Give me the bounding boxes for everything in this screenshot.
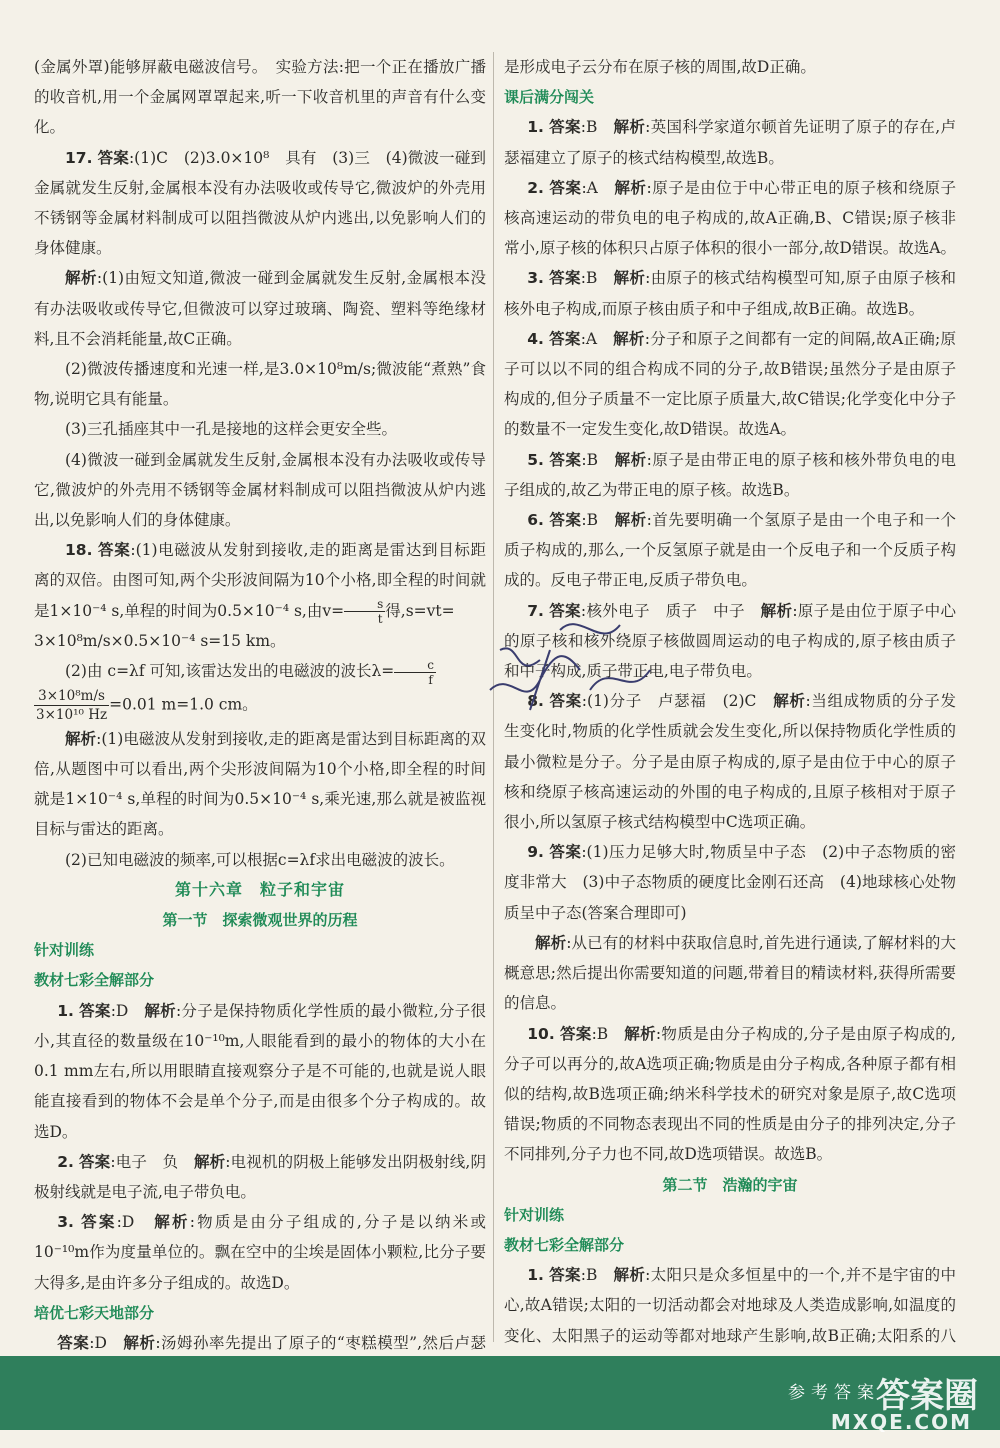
- answer-text: :B: [580, 118, 598, 137]
- fraction-numerator: c: [394, 658, 436, 673]
- answer-text: :B: [591, 1024, 609, 1043]
- watermark-url: MXQE.COM: [830, 1410, 972, 1434]
- analysis-label: 解析: [613, 269, 646, 288]
- analysis-text: :原子是由位于中心带正电的原子核和绕原子核高速运动的带负电的电子构成的,故A正确,B、C错误;原子核非常小,原子核的体积只占原子体积的很小一部分,故D错误。故选A。: [504, 178, 956, 258]
- answer-label: 答案: [81, 1213, 117, 1232]
- right-q9-analysis: [504, 928, 956, 1019]
- analysis-label: 解析: [624, 1024, 656, 1043]
- analysis-label: 解析: [613, 329, 645, 348]
- analysis-text: :物质是由分子构成的,分子是由原子构成的,分子可以再分的,故A选项正确;物质是由分子构成,各种原子都有相似的结构,故B选项正确;纳米科学技术的研究对象是原子,故C选项错误;物质的不同物态表现出不同的性质是由分子的排列决定,分子不同排列,分子力也不同,故D选项错误。故选B。: [504, 1024, 956, 1164]
- heading-training-2: 针对训练: [504, 1205, 565, 1224]
- question-number: 2.: [57, 1152, 74, 1171]
- answer-text: :D: [116, 1213, 135, 1232]
- answer-text: :(1)分子 卢瑟福 (2)C: [581, 692, 757, 711]
- answer-text: :(1)压力足够大时,物质呈中子态 (2)中子态物质的密度非常大 (3)中子态物质的硬度比金刚石还高 (4)地球核心处物质呈中子态(答案合理即可): [504, 843, 956, 922]
- question-number: 18.: [65, 541, 93, 560]
- wavelength-text: (2)由 c=λf 可知,该雷达发出的电磁波的波长λ=: [65, 662, 395, 681]
- answer-label: 答案: [549, 601, 581, 620]
- answer-text: :B: [581, 511, 599, 530]
- answer-label: 答案: [549, 329, 581, 348]
- right-q9: [504, 837, 956, 928]
- analysis-text: :物质是由分子组成的,分子是以纳米或10⁻¹⁰m作为度量单位的。飘在空中的尘埃是固体小颗粒,比分子要大得多,是由许多分子组成的。故选D。: [34, 1213, 486, 1292]
- analysis-text: :英国科学家道尔顿首先证明了原子的存在,卢瑟福建立了原子的核式结构模型,故选B。: [504, 118, 956, 167]
- question-number: 1.: [527, 118, 544, 137]
- answer-text: :电子 负: [110, 1152, 179, 1171]
- question-number: 1.: [527, 1266, 544, 1285]
- heading-textbook: 教材七彩全解部分: [34, 971, 155, 990]
- analysis-text: :原子是由带正电的原子核和核外带负电的电子组成的,故乙为带正电的原子核。故选B。: [504, 450, 956, 499]
- question-number: 8.: [527, 692, 544, 711]
- result-text: =0.01 m=1.0 cm。: [109, 695, 258, 714]
- answer-label: 答案: [98, 541, 131, 560]
- answer-label: 答案: [549, 450, 582, 469]
- formula-v: v=: [322, 601, 345, 620]
- analysis-text: :电视机的阴极上能够发出阴极射线,阴极射线就是电子流,电子带负电。: [34, 1152, 486, 1201]
- right-q4: [504, 324, 956, 445]
- right-q2: [504, 173, 956, 264]
- question-number: 6.: [527, 511, 544, 530]
- right-q6: [504, 505, 956, 596]
- left-q3: [34, 1207, 486, 1298]
- analysis-text: :首先要明确一个氢原子是由一个电子和一个质子构成的,那么,一个反氢原子就是由一个反电子和一个反质子构成的。反电子带正电,反质子带负电。: [504, 511, 956, 590]
- question-number: 3.: [527, 269, 544, 288]
- question-17-analysis-3: (3)三孔插座其中一孔是接地的这样会更安全些。: [65, 420, 397, 439]
- answer-text: :(1)电磁波从发射到接收,走的距离是雷达到目标距离的双倍。由图可知,两个尖形波间隔为10个小格,即全程的时间就是1×10⁻⁴ s,单程的时间为0.5×10⁻⁴ s,由: [34, 541, 486, 620]
- question-18-wavelength-calc: [34, 687, 486, 724]
- answer-label: 答案: [559, 1024, 592, 1043]
- question-17-analysis-1: [34, 263, 486, 354]
- analysis-label: 解析: [154, 1213, 190, 1232]
- answer-label: 答案: [549, 511, 582, 530]
- question-18-analysis-1: [34, 724, 486, 845]
- fraction-c-over-f: [394, 658, 436, 687]
- answer-text: :A: [581, 178, 598, 197]
- analysis-text: :从已有的材料中获取信息时,首先进行通读,了解材料的大概意思;然后提出你需要知道的问题,带着目的精读材料,获得所需要的信息。: [504, 933, 956, 1013]
- answer-text: :B: [580, 269, 598, 288]
- answer-text: :(1)C (2)3.0×10⁸ 具有 (3)三 (4)微波一碰到金属就发生反射,金属根本没有办法吸收或传导它,微波炉的外壳用不锈钢等金属材料制成可以阻挡微波从炉内逃出,以免影响人们的身体健康。: [34, 148, 486, 258]
- question-number: 2.: [527, 178, 544, 197]
- analysis-label: 解析: [614, 450, 647, 469]
- left-column: [34, 52, 486, 1419]
- answer-label: 答案: [79, 1001, 111, 1020]
- answer-text: :B: [581, 450, 599, 469]
- heading-textbook-2: 教材七彩全解部分: [504, 1235, 625, 1254]
- answer-text: :D: [110, 1001, 129, 1020]
- question-17-analysis-4: (4)微波一碰到金属就发生反射,金属根本没有办法吸收或传导它,微波炉的外壳用不锈钢等金属材料制成可以阻挡微波从炉内逃出,以免影响人们的身体健康。: [34, 450, 486, 530]
- analysis-label: 解析: [193, 1152, 226, 1171]
- analysis-text: :(1)电磁波从发射到接收,走的距离是雷达到目标距离的双倍,从题图中可以看出,两个尖形波间隔为10个小格,即全程的时间就是1×10⁻⁴ s,单程的时间为0.5×10⁻⁴ s,乘光速,那么就是被监视目标与雷达的距离。: [34, 729, 486, 839]
- answer-text: :A: [580, 329, 598, 348]
- question-number: 7.: [527, 601, 544, 620]
- right-column: [504, 52, 956, 1411]
- answer-text: :D: [89, 1333, 107, 1352]
- question-number: 4.: [527, 329, 544, 348]
- right-q7: [504, 596, 956, 687]
- question-number: 3.: [57, 1213, 74, 1232]
- analysis-label: 解析: [535, 933, 567, 952]
- answer-label: 答案: [549, 118, 581, 137]
- analysis-label: 解析: [773, 692, 806, 711]
- right-continued-text: 是形成电子云分布在原子核的周围,故D正确。: [504, 58, 816, 76]
- question-18-calc: 3×10⁸m/s×0.5×10⁻⁴ s=15 km。: [34, 632, 286, 651]
- question-18-answer: [34, 535, 486, 626]
- question-17-analysis-2: (2)微波传播速度和光速一样,是3.0×10⁸m/s;微波能“煮熟”食物,说明它具有能量。: [34, 360, 486, 409]
- analysis-text: :分子是保持物质化学性质的最小微粒,分子很小,其直径的数量级在10⁻¹⁰m,人眼能看到的最小的物体的大小在0.1 mm左右,所以用眼睛直接观察分子是不可能的,也就是说人眼能直接看到的物体不会是单个分子,而是由很多个分子构成的。故选D。: [34, 1001, 486, 1141]
- chapter-title: 第十六章 粒子和宇宙: [174, 879, 345, 899]
- analysis-label: 解析: [65, 269, 97, 288]
- analysis-label: 解析: [613, 1266, 646, 1285]
- answer-text-cont: 得,s=vt=: [385, 601, 455, 620]
- fraction-speed-over-frequency: [34, 687, 109, 724]
- analysis-text: :(1)由短文知道,微波一碰到金属就发生反射,金属根本没有办法吸收或传导它,但微波可以穿过玻璃、陶瓷、塑料等绝缘材料,且不会消耗能量,故C正确。: [34, 269, 486, 348]
- fraction-numerator: 3×10⁸m/s: [34, 687, 109, 706]
- question-number: 5.: [527, 450, 544, 469]
- column-divider: [493, 52, 494, 1342]
- footer-label: 参考答案: [788, 1383, 880, 1403]
- question-number: 9.: [527, 843, 544, 862]
- answer-text: :核外电子 质子 中子: [580, 601, 745, 620]
- fraction-numerator: s: [344, 597, 385, 612]
- question-number: 17.: [65, 148, 93, 167]
- watermark-logo: 答案圈: [876, 1376, 978, 1416]
- answer-label: 答案: [79, 1152, 111, 1171]
- left-q1: [34, 996, 486, 1147]
- analysis-label: 解析: [760, 601, 793, 620]
- fraction-denominator: f: [428, 672, 433, 687]
- right-q10: [504, 1019, 956, 1170]
- analysis-text: :分子和原子之间都有一定的间隔,故A正确;原子可以以不同的组合构成不同的分子,故B错误;虽然分子是由原子构成的,但分子质量不一定比原子质量大,故C错误;化学变化中分子的数量不一定发生变化,故D错误。故选A。: [504, 329, 956, 439]
- answer-label: 答案: [549, 1266, 581, 1285]
- right-q5: [504, 445, 956, 505]
- question-number: 1.: [57, 1001, 74, 1020]
- left-q2: [34, 1147, 486, 1207]
- analysis-text: :太阳只是众多恒星中的一个,并不是宇宙的中心,故A错误;太阳的一切活动都会对地球及人类造成影响,如温度的变化、太阳黑子的运动等都对地球产生影响,故B正确;太阳系的八: [504, 1266, 956, 1345]
- section-title-2: 第二节 浩瀚的宇宙: [662, 1175, 798, 1194]
- answer-label: 答案: [549, 269, 581, 288]
- fraction-denominator: t: [377, 612, 383, 627]
- answer-text: :B: [580, 1266, 598, 1285]
- answer-label: 答案: [97, 148, 129, 167]
- question-number: 10.: [527, 1024, 555, 1043]
- analysis-label: 解析: [613, 118, 646, 137]
- question-18-wavelength: [34, 656, 486, 687]
- answer-label: 答案: [57, 1333, 90, 1352]
- fraction-denominator: 3×10¹⁰ Hz: [36, 706, 108, 723]
- right-q3: [504, 263, 956, 323]
- section-title: 第一节 探索微观世界的历程: [162, 911, 358, 930]
- answer-label: 答案: [549, 692, 582, 711]
- heading-peiyou: 培优七彩天地部分: [34, 1303, 155, 1322]
- question-17-answer: [34, 143, 486, 264]
- analysis-text: :当组成物质的分子发生变化时,物质的化学性质就会发生变化,所以保持物质化学性质的最小微粒是分子。分子是由原子构成的,原子是由位于中心的原子核和绕原子核高速运动的外围的电子构成的,且原子核相对于原子很小,所以氢原子核式结构模型中C选项正确。: [504, 692, 956, 832]
- question-18-analysis-2: (2)已知电磁波的频率,可以根据c=λf求出电磁波的波长。: [65, 850, 455, 869]
- analysis-text: :由原子的核式结构模型可知,原子由原子核和核外电子构成,而原子核由质子和中子组成,故B正确。故选B。: [504, 269, 956, 318]
- answer-label: 答案: [549, 843, 582, 862]
- fraction-s-over-t: [344, 597, 385, 626]
- analysis-label: 解析: [144, 1001, 176, 1020]
- left-paragraph-intro: (金属外罩)能够屏蔽电磁波信号。 实验方法:把一个正在播放广播的收音机,用一个金属网罩罩起来,听一下收音机里的声音有什么变化。: [34, 58, 486, 137]
- analysis-text: :汤姆孙率先提出了原子的“枣糕模型”,然后卢瑟: [155, 1333, 486, 1352]
- analysis-label: 解析: [123, 1333, 156, 1352]
- analysis-label: 解析: [65, 729, 97, 748]
- heading-after-class: 课后满分闯关: [504, 88, 595, 107]
- analysis-label: 解析: [614, 178, 647, 197]
- heading-training: 针对训练: [34, 941, 95, 960]
- analysis-text: :原子是由位于原子中心的原子核和核外绕原子核做圆周运动的电子构成的,原子核由质子和中子构成,质子带正电,电子带负电。: [504, 601, 956, 681]
- answer-label: 答案: [549, 178, 582, 197]
- right-q8: [504, 686, 956, 837]
- analysis-label: 解析: [614, 511, 647, 530]
- right-q1: [504, 112, 956, 172]
